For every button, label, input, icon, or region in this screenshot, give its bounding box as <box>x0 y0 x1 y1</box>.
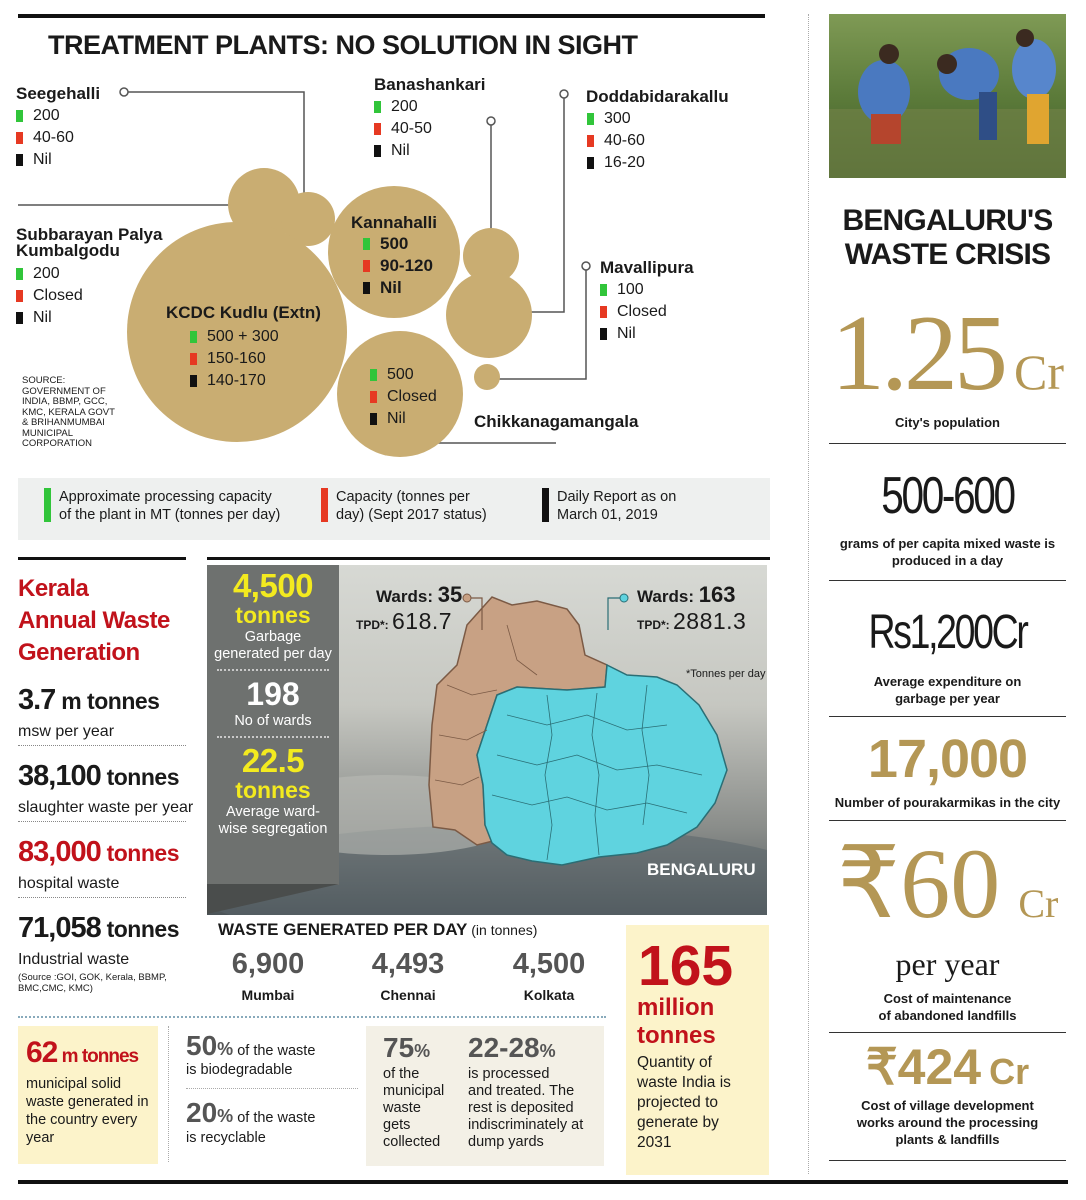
dotted-divider <box>18 1016 606 1018</box>
section-rule-kerala <box>18 557 186 560</box>
tpd-note: *Tonnes per day <box>686 668 766 680</box>
treatment-title: TREATMENT PLANTS: NO SOLUTION IN SIGHT <box>48 30 638 60</box>
percapita-label: grams of per capita mixed waste is produced in a day <box>839 536 1056 568</box>
east-tpd: TPD*: 2881.3 <box>637 608 747 634</box>
east-wards: Wards: 163 <box>637 582 736 607</box>
kolkata-value: 4,500 <box>512 948 586 980</box>
east-zone <box>477 665 727 865</box>
legend-red: Capacity (tonnes per day) (Sept 2017 status) <box>321 488 487 524</box>
pourakarmikas-photo <box>829 14 1066 178</box>
crisis-divider <box>829 716 1066 717</box>
wards-value: 198 <box>246 676 300 712</box>
crisis-divider <box>829 580 1066 581</box>
collected-value: 75% <box>383 1032 431 1063</box>
kerala-divider <box>18 897 186 898</box>
projection-value: 165 <box>638 934 734 998</box>
plant-values-doddabidarakallu: 300 40-60 16-20 <box>587 108 645 174</box>
mumbai-name: Mumbai <box>241 987 295 1003</box>
chennai-name: Chennai <box>380 987 436 1003</box>
population-label: City's population <box>895 415 1000 430</box>
column-divider <box>808 14 809 1174</box>
bengaluru-stats-column <box>207 565 339 885</box>
west-wards: Wards: 35 <box>376 582 463 607</box>
plant-values-banashankari: 200 40-50 Nil <box>374 96 432 162</box>
biodegradable-label: is biodegradable <box>186 1062 293 1078</box>
source-note: SOURCE: GOVERNMENT OF INDIA, BBMP, GCC, KMC, KERALA GOVT & BRIHANMUMBAI MUNICIPAL CORPORATION <box>22 375 115 449</box>
seegehalli-dot <box>120 88 128 96</box>
plant-values-mavallipura: 100 Closed Nil <box>600 279 667 345</box>
projection-label: Quantity of waste India is projected to generate by 2031 <box>637 1054 731 1151</box>
wards-label: No of wards <box>234 713 312 729</box>
kerala-hospital-value: 83,000 tonnes <box>18 836 179 868</box>
plant-values-chikkanagamangala: 500 Closed Nil <box>370 364 437 430</box>
legend <box>18 478 770 540</box>
crisis-divider <box>829 820 1066 821</box>
village-value: ₹424 Cr <box>865 1039 1030 1095</box>
kerala-divider <box>18 821 186 822</box>
plant-values-seegehalli: 200 40-60 Nil <box>16 105 74 171</box>
msw-label: municipal solid waste generated in the country every year <box>26 1076 149 1146</box>
plant-name-mavallipura: Mavallipura <box>600 258 694 277</box>
mumbai-value: 6,900 <box>231 948 305 980</box>
west-tpd: TPD*: 618.7 <box>356 608 453 634</box>
mavallipura-dot <box>582 262 590 270</box>
kerala-msw-label: msw per year <box>18 723 115 740</box>
bio-divider <box>186 1088 358 1089</box>
plant-name-seegehalli: Seegehalli <box>16 84 101 103</box>
crisis-title: BENGALURU'S WASTE CRISIS <box>842 204 1053 271</box>
kerala-msw-value: 3.7 m tonnes <box>18 684 160 716</box>
waste-per-day-title: WASTE GENERATED PER DAY (in tonnes) <box>218 920 538 939</box>
segregation-label: Average ward- wise segregation <box>218 804 328 837</box>
crisis-divider <box>829 1160 1066 1161</box>
crisis-divider <box>829 443 1066 444</box>
kerala-slaughter-label: slaughter waste per year <box>18 799 194 816</box>
legend-black: Daily Report as on March 01, 2019 <box>542 488 676 524</box>
plant-name-kcdc: KCDC Kudlu (Extn) <box>166 303 321 322</box>
bengaluru-map-label: BENGALURU <box>647 860 756 879</box>
plant-values-kcdc: 500 + 300 150-160 140-170 <box>190 326 279 392</box>
garbage-value: 4,500 <box>232 567 314 604</box>
plant-name-banashankari: Banashankari <box>374 75 486 94</box>
population-value: 1.25 Cr <box>831 294 1064 413</box>
crisis-divider <box>829 1032 1066 1033</box>
kerala-slaughter-value: 38,100 tonnes <box>18 760 179 792</box>
projection-unit: million tonnes <box>637 994 716 1049</box>
plant-name-kannahalli: Kannahalli <box>351 213 437 232</box>
landfill-label: Cost of maintenance of abandoned landfills <box>878 991 1017 1023</box>
legend-green: Approximate processing capacity of the plant in MT (tonnes per day) <box>44 488 280 524</box>
recyclable-label: is recyclable <box>186 1130 266 1146</box>
segregation-value: 22.5 <box>241 742 305 779</box>
banashankari-dot <box>487 117 495 125</box>
village-label: Cost of village development works around the processing plants & landfills <box>856 1098 1039 1147</box>
plant-name-chikkanagamangala: Chikkanagamangala <box>474 412 639 431</box>
plant-values-kannahalli: 500 90-120 Nil <box>363 233 433 299</box>
processed-value: 22-28% <box>468 1032 556 1063</box>
chennai-value: 4,493 <box>371 948 445 980</box>
kerala-industrial-value: 71,058 tonnes <box>18 912 179 944</box>
expenditure-value: Rs1,200Cr <box>868 606 1027 659</box>
kerala-hospital-label: hospital waste <box>18 875 120 892</box>
recyclable-stat: 20% of the waste <box>186 1097 316 1128</box>
kerala-divider <box>18 745 186 746</box>
grey-column-notch <box>207 884 339 914</box>
kerala-source: (Source :GOI, GOK, Kerala, BBMP, BMC,CMC, KMC) <box>18 972 167 994</box>
pourakarmikas-label: Number of pourakarmikas in the city <box>834 795 1061 810</box>
msw-value: 62 m tonnes <box>26 1036 139 1069</box>
vertical-dotted <box>168 1026 169 1162</box>
kerala-industrial-label: Industrial waste <box>18 951 130 968</box>
kolkata-name: Kolkata <box>523 987 575 1003</box>
plant-name-doddabidarakallu: Doddabidarakallu <box>586 87 729 106</box>
bubble-doddabidarakallu <box>446 272 532 358</box>
ward-connectors <box>460 590 640 650</box>
bottom-rule <box>18 1180 1068 1184</box>
plant-values-subbarayan: 200 Closed Nil <box>16 263 83 329</box>
plant-name-subbarayan: Subbarayan Palya Kumbalgodu <box>16 225 163 260</box>
collected-label: of the municipal waste gets collected <box>383 1066 445 1150</box>
landfill-value: ₹60 Cr <box>836 828 1059 939</box>
kerala-title: Kerala Annual Waste Generation <box>18 575 170 666</box>
pourakarmikas-value: 17,000 <box>867 729 1028 789</box>
landfill-sub: per year <box>895 946 1000 982</box>
processed-label: is processed and treated. The rest is deposited indiscriminately at dump yards <box>468 1066 584 1150</box>
biodegradable-stat: 50% of the waste <box>186 1030 316 1061</box>
segregation-unit: tonnes <box>235 777 311 803</box>
garbage-label: Garbage generated per day <box>214 629 332 662</box>
bubble-mavallipura <box>474 364 500 390</box>
expenditure-label: Average expenditure on garbage per year <box>873 674 1022 706</box>
section-rule-map <box>207 557 770 560</box>
garbage-unit: tonnes <box>235 602 311 628</box>
percapita-value: 500-600 <box>881 467 1014 525</box>
doddabidarakallu-dot <box>560 90 568 98</box>
